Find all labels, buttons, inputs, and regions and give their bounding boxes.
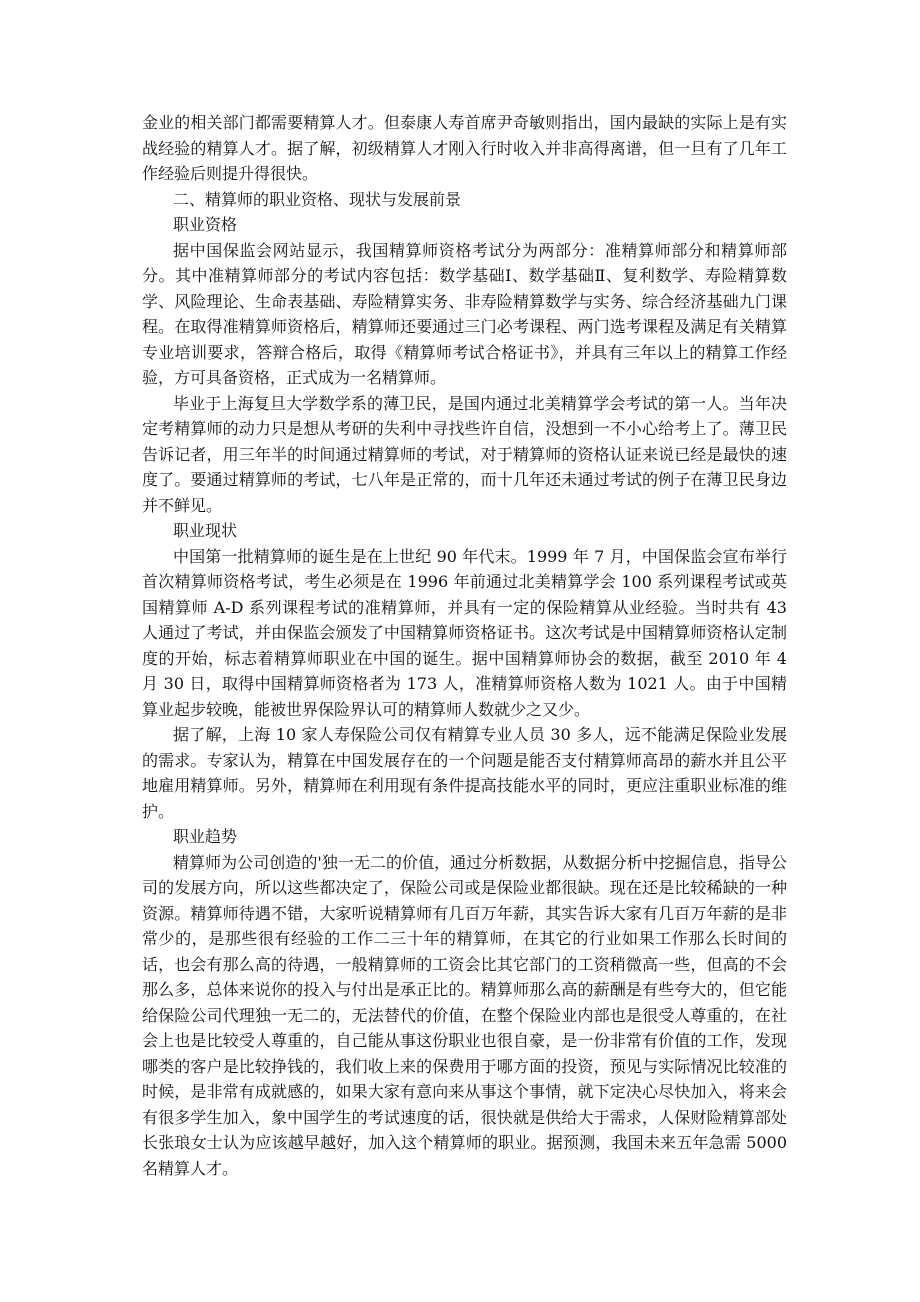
- section-heading-career: 二、精算师的职业资格、现状与发展前景: [173, 189, 462, 209]
- paragraph-bo-weimin: 毕业于上海复旦大学数学系的薄卫民，是国内通过北美精算学会考试的第一人。当年决定考精算师的动力只是想从考研的失利中寻找些许自信，没想到一不小心给考上了。薄卫民告诉记者，用三年半的时间通过精算师的考试，对于精算师的资格认证来说已经是最快的速度了。要通过精算师的考试，七八年是正常的，而十几年还未通过考试的例子在薄卫民身边并不鲜见。: [142, 393, 787, 515]
- paragraph-history: 中国第一批精算师的诞生是在上世纪 90 年代末。1999 年 7 月，中国保监会宣布举行首次精算师资格考试，考生必须是在 1996 年前通过北美精算学会 100 系列课程考试或英国精算师 A-D 系列课程考试的准精算师，并具有一定的保险精算从业经验。当时共有 43 人通过了考试，并由保监会颁发了中国精算师资格证书。这次考试是中国精算师资格认定制度的开始，标志着精算师职业在中国的诞生。据中国精算师协会的数据，截至 2010 年 4 月 30 日，取得中国精算师资格者为 173 人，准精算师资格人数为 1021 人。由于中国精算业起步较晚，能被世界保险界认可的精算师人数就少之又少。: [142, 546, 787, 719]
- paragraph-exam-structure: 据中国保监会网站显示，我国精算师资格考试分为两部分：准精算师部分和精算师部分。其中准精算师部分的考试内容包括：数学基础Ⅰ、数学基础Ⅱ、复利数学、寿险精算数学、风险理论、生命表基础、寿险精算实务、非寿险精算数学与实务、综合经济基础九门课程。在取得准精算师资格后，精算师还要通过三门必考课程、两门选考课程及满足有关精算专业培训要求，答辩合格后，取得《精算师考试合格证书》，并具有三年以上的精算工作经验，方可具备资格，正式成为一名精算师。: [142, 240, 787, 387]
- paragraph-shanghai-demand: 据了解，上海 10 家人寿保险公司仅有精算专业人员 30 多人，远不能满足保险业发展的需求。专家认为，精算在中国发展存在的一个问题是能否支付精算师高昂的薪水并且公平地雇用精算师。另外，精算师在利用现有条件提高技能水平的同时，更应注重职业标准的维护。: [142, 725, 787, 821]
- subheading-current-status: 职业现状: [173, 521, 238, 540]
- subheading-career-trend: 职业趋势: [173, 827, 238, 846]
- subheading-qualification: 职业资格: [173, 215, 238, 234]
- document-page: [142, 110, 787, 1181]
- paragraph-intro-continuation: 金业的相关部门都需要精算人才。但泰康人寿首席尹奇敏则指出，国内最缺的实际上是有实战经验的精算人才。据了解，初级精算人才刚入行时收入并非高得离谱，但一旦有了几年工作经验后则提升得很快。: [142, 113, 787, 183]
- paragraph-value-and-outlook: 精算师为公司创造的'独一无二的价值，通过分析数据，从数据分析中挖掘信息，指导公司的发展方向，所以这些都决定了，保险公司或是保险业都很缺。现在还是比较稀缺的一种资源。精算师待遇不错，大家听说精算师有几百万年薪，其实告诉大家有几百万年薪的是非常少的，是那些很有经验的工作二三十年的精算师，在其它的行业如果工作那么长时间的话，也会有那么高的待遇，一般精算师的工资会比其它部门的工资稍微高一些，但高的不会那么多，总体来说你的投入与付出是承正比的。精算师那么高的薪酬是有些夸大的，但它能给保险公司代理独一无二的，无法替代的价值，在整个保险业内部也是很受人尊重的，在社会上也是比较受人尊重的，自己能从事这份职业也很自豪，是一份非常有价值的工作，发现哪类的客户是比较挣钱的，我们收上来的保费用于哪方面的投资，预见与实际情况比较准的时候，是非常有成就感的，如果大家有意向来从事这个事情，就下定决心尽快加入，将来会有很多学生加入，象中国学生的考试速度的话，很快就是供给大于需求，人保财险精算部处长张琅女士认为应该越早越好，加入这个精算师的职业。据预测，我国未来五年急需 5000 名精算人才。: [142, 852, 787, 1178]
